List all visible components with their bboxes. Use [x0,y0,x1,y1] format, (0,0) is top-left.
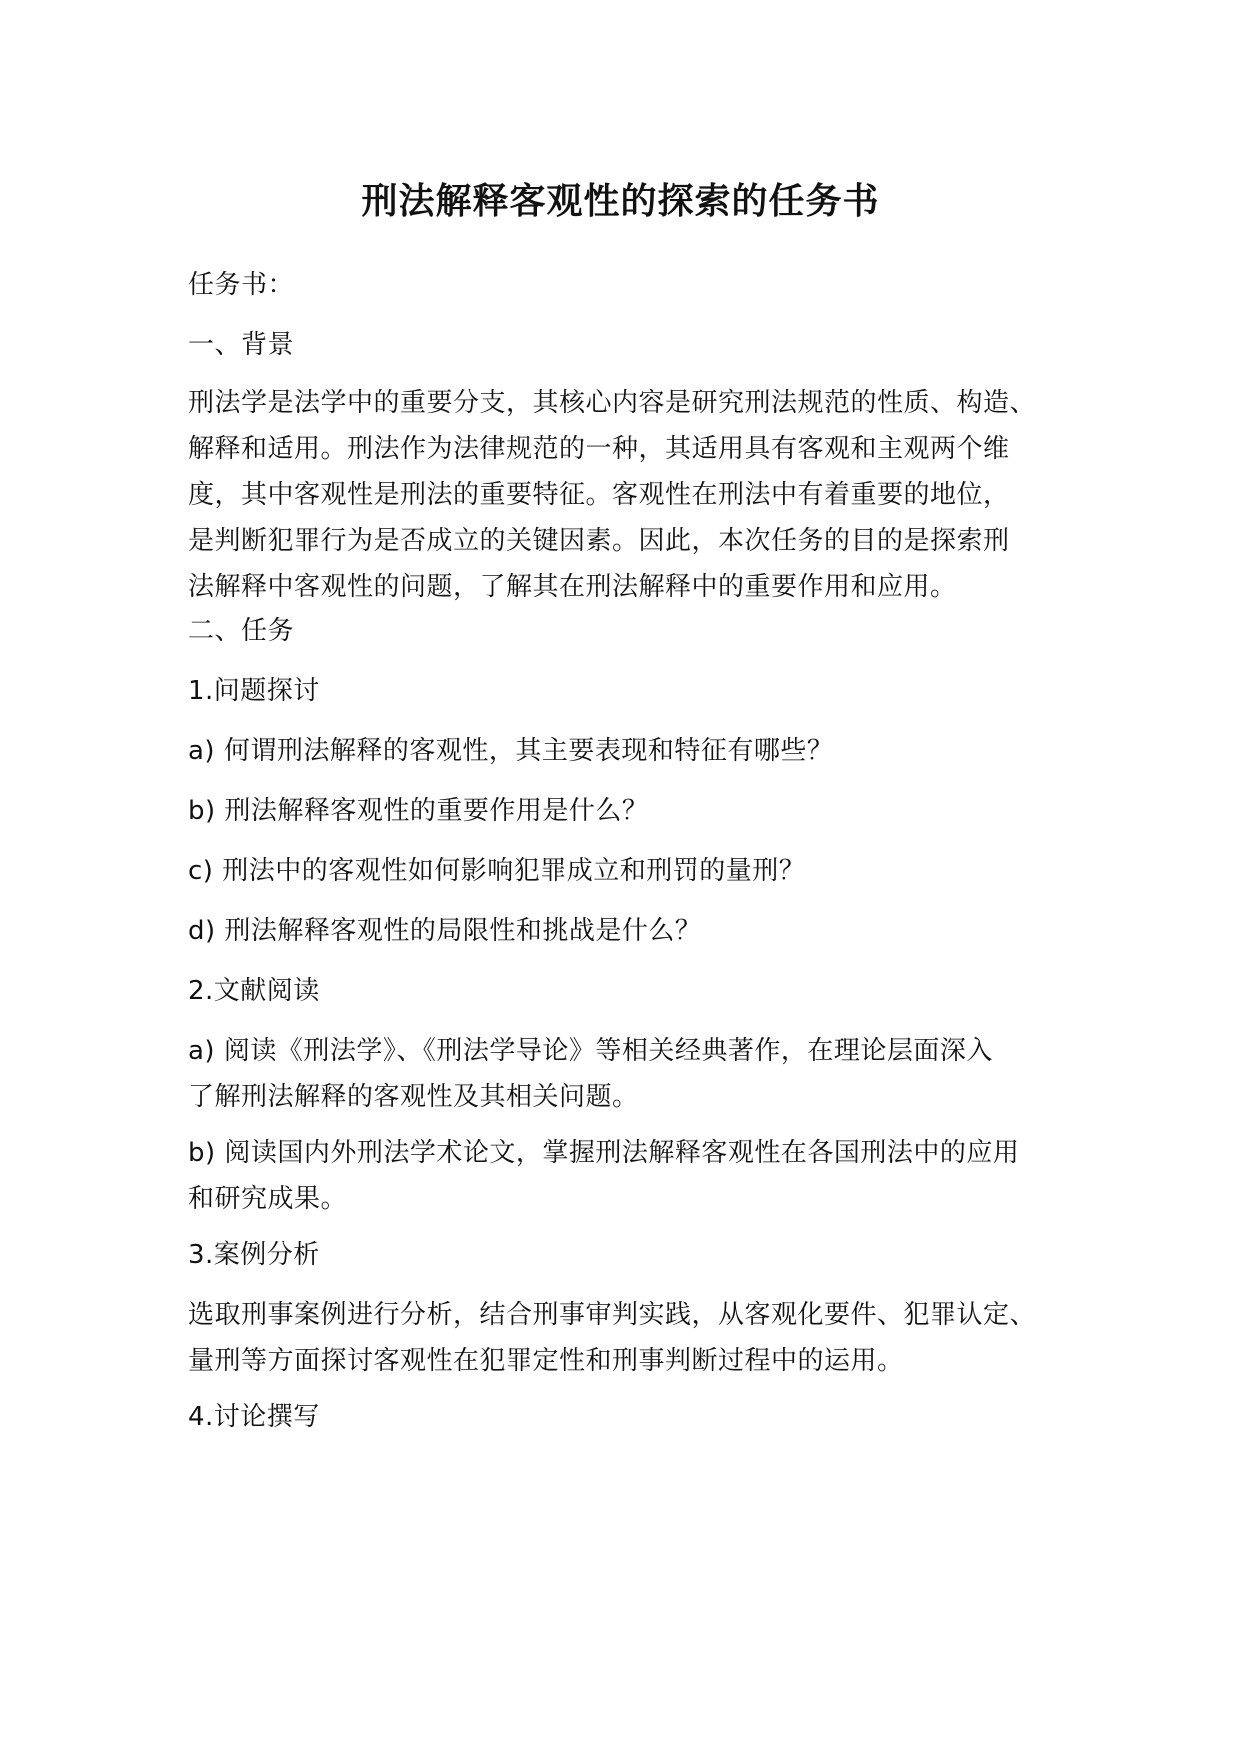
item-heading-questions: 1.问题探讨 [188,676,320,706]
paragraph-line: b) 阅读国内外刑法学术论文，掌握刑法解释客观性在各国刑法中的应用 [188,1138,1020,1168]
document-title: 刑法解释客观性的探索的任务书 [361,181,880,222]
section-heading-tasks: 二、任务 [188,616,295,646]
section-heading-background: 一、背景 [188,330,295,360]
item-heading-literature: 2.文献阅读 [188,976,320,1006]
paragraph-line: 了解刑法解释的客观性及其相关问题。 [188,1082,639,1112]
literature-b [188,1130,1068,1222]
question-c: c) 刑法中的客观性如何影响犯罪成立和刑罚的量刑？ [188,856,806,886]
paragraph-line: 解释和适用。刑法作为法律规范的一种，其适用具有客观和主观两个维 [188,434,1010,464]
question-b: b) 刑法解释客观性的重要作用是什么？ [188,796,649,826]
intro-heading: 任务书： [188,270,295,300]
paragraph-line: 刑法学是法学中的重要分支，其核心内容是研究刑法规范的性质、构造、 [188,388,1037,418]
question-d: d) 刑法解释客观性的局限性和挑战是什么？ [188,916,702,946]
item-heading-case-analysis: 3.案例分析 [188,1240,320,1270]
question-a: a) 何谓刑法解释的客观性，其主要表现和特征有哪些？ [188,736,834,766]
paragraph-line: 和研究成果。 [188,1184,348,1214]
paragraph-line: 法解释中客观性的问题，了解其在刑法解释中的重要作用和应用。 [188,572,957,602]
paragraph-line: 是判断犯罪行为是否成立的关键因素。因此，本次任务的目的是探索刑 [188,526,1010,556]
item-heading-discussion: 4.讨论撰写 [188,1402,320,1432]
paragraph-line: 选取刑事案例进行分析，结合刑事审判实践，从客观化要件、犯罪认定、 [188,1300,1037,1330]
literature-a [188,1028,1068,1120]
background-paragraph [188,380,1068,610]
paragraph-line: 度，其中客观性是刑法的重要特征。客观性在刑法中有着重要的地位， [188,480,1010,510]
case-analysis-paragraph [188,1292,1068,1384]
paragraph-line: 量刑等方面探讨客观性在犯罪定性和刑事判断过程中的运用。 [188,1346,904,1376]
paragraph-line: a) 阅读《刑法学》、《刑法学导论》等相关经典著作，在理论层面深入 [188,1036,993,1066]
